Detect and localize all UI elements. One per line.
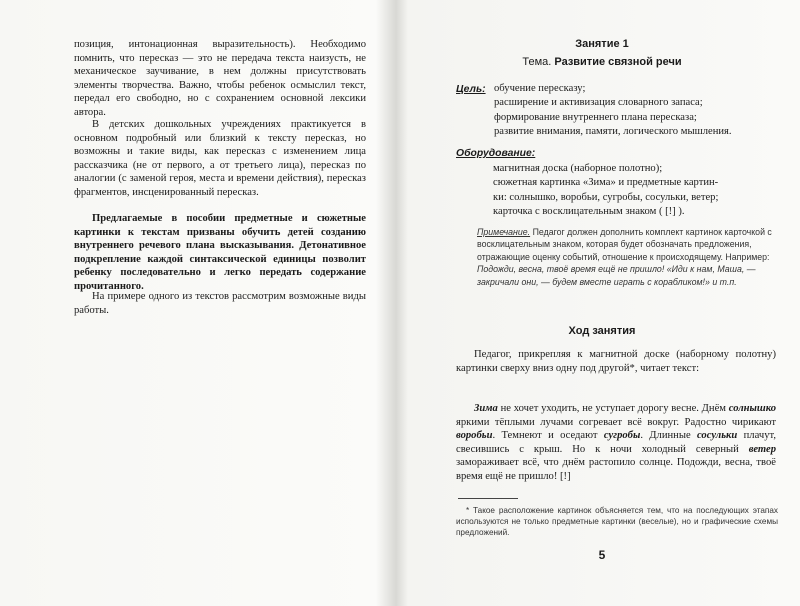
story-keyword: сосульки <box>696 430 738 442</box>
equipment-item: сюжетная картинка «Зима» и предметные картин- <box>493 177 719 189</box>
footnote: * Такое расположение картинок объясняется тем, что на последующих этапах используются не только предметные картинки (веселые), но и графические схемы предложений. <box>456 506 778 537</box>
note-example: Подожди, весна, твоё время ещё не пришло! «Иди к нам, Маша, — закричали они, — будем вместе играть с корабликом!» и т.п. <box>477 264 756 287</box>
goal-item: обучение пересказу; <box>494 83 586 94</box>
paragraph-example-intro: На примере одного из текстов рассмотрим возможные виды работы. <box>74 291 366 316</box>
goal-list <box>494 82 784 140</box>
equipment-item: ки: солнышко, воробьи, сугробы, сосульки, ветер; <box>493 191 719 203</box>
equipment-list <box>493 162 783 220</box>
paragraph-retelling-types: В детских дошкольных учреждениях практикуется в основном подробный или близкий к тексту пересказ, но возможны и такие виды, как пересказ с изменением лица рассказчика (не от первого, а от третьего лица), пересказ по аналогии (с заменой героя, места и времени действия), пересказ фрагментов, инсценированный пересказ. <box>74 119 366 198</box>
note-label: Примечание. <box>477 227 531 237</box>
equipment-label: Оборудование: <box>456 148 536 159</box>
page-number: 5 <box>598 548 606 562</box>
story-text: Зима не хочет уходить, не уступает дорогу весне. Днём солнышко яркими тёплыми лучами согревает всё вокруг. Радостно чирикают воробьи. Темнеют и оседают сугробы. Длинные сосульки плачут, свесившись с крыш. Но к ночи холодный северный ветер замораживает всё, что днём растопило солнце. Подожди, весна, твоё время ещё не пришло! [!] <box>456 403 776 482</box>
note-text: Педагог должен дополнить комплект картинок карточкой с восклицательным знаком, которая будет обозначать предложения, отражающие оценку событий, отношение к происходящему. Например: <box>477 227 772 262</box>
paragraph-pictures-purpose: Предлагаемые в пособии предметные и сюжетные картинки к текстам призваны обучить детей созданию внутреннего речевого плана высказывания. Детонативное подкрепление каждой синтаксической единицы позволит ребенку последовательно и легко передать содержание прочитанного. <box>74 213 366 292</box>
teacher-instruction: Педагог, прикрепляя к магнитной доске (наборному полотну) картинки сверху вниз одну под другой*, читает текст: <box>456 349 776 374</box>
goal-item: расширение и активизация словарного запаса; <box>494 97 703 109</box>
story-keyword: воробьи <box>456 430 493 442</box>
story-keyword: Зима <box>474 403 498 414</box>
story-keyword: сугробы <box>603 430 641 442</box>
goal-item: формирование внутреннего плана пересказа; <box>494 111 697 123</box>
left-page <box>0 0 396 606</box>
story-keyword: ветер <box>748 443 776 455</box>
teacher-note <box>477 226 774 288</box>
story-keyword: солнышко <box>728 403 776 414</box>
goal-label: Цель: <box>456 84 486 95</box>
lesson-progress-heading: Ход занятия <box>568 325 636 337</box>
goal-item: развитие внимания, памяти, логического мышления. <box>494 126 732 138</box>
equipment-item: магнитная доска (наборное полотно); <box>493 163 663 174</box>
paragraph-retelling-intro: позиция, интонационная выразительность). Необходимо помнить, что пересказ — это не передача текста наизусть, не механическое заучивание, в нем должны присутствовать элементы творчества. Важно, чтобы ребенок осмыслил текст, передал его свободно, но с сохранением основной лексики автора. <box>74 39 366 118</box>
theme-label: Тема. <box>522 56 552 68</box>
right-page <box>404 0 800 606</box>
footnote-divider <box>458 498 518 499</box>
lesson-theme <box>404 56 800 68</box>
theme-value: Развитие связной речи <box>554 56 682 68</box>
lesson-title: Занятие 1 <box>575 38 629 50</box>
equipment-item: карточка с восклицательным знаком ( [!] ). <box>493 206 685 218</box>
